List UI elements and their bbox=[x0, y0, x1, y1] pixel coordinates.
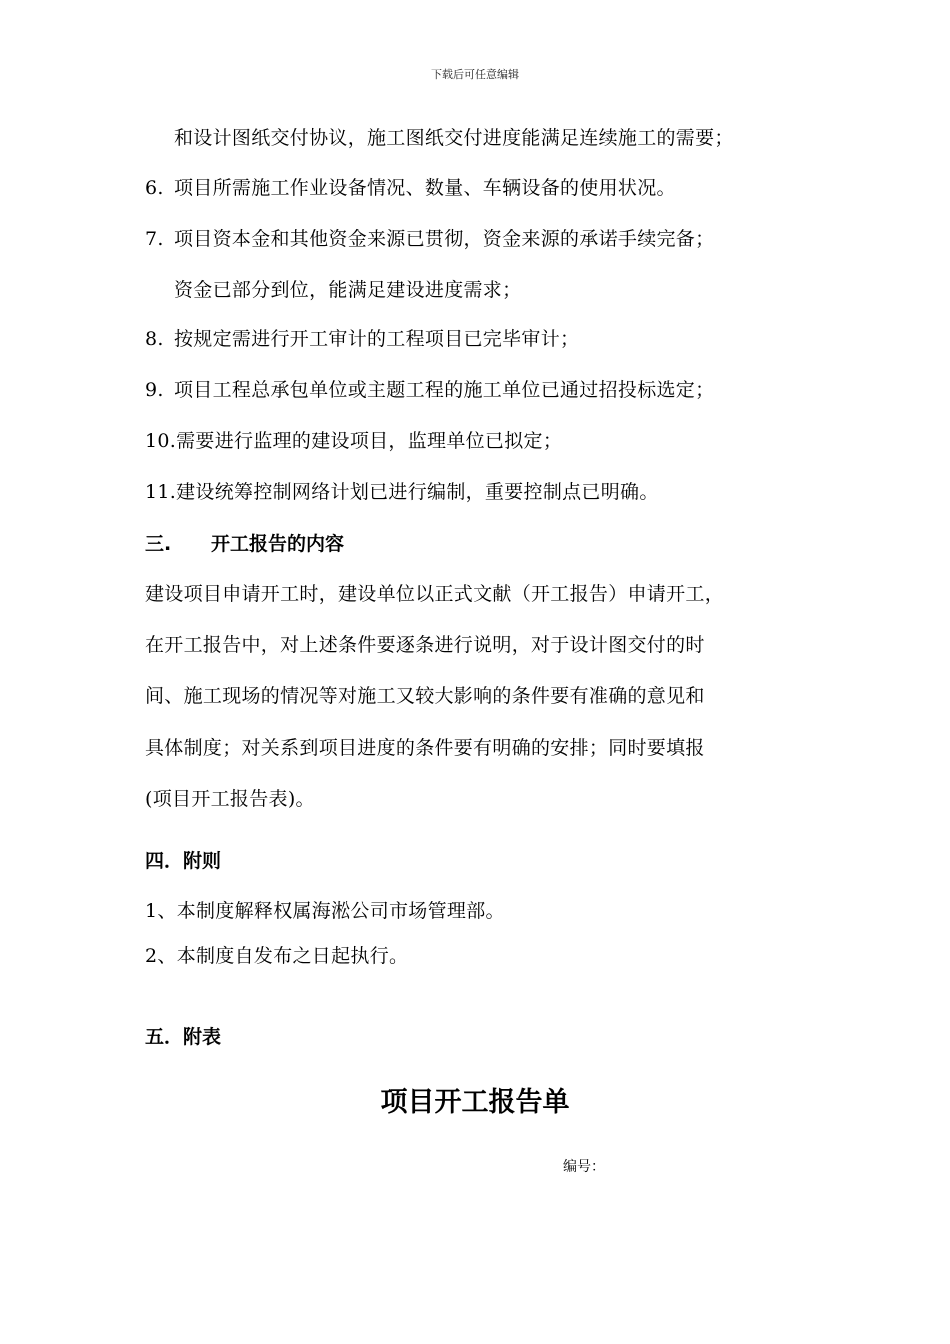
list-item-number: 6. bbox=[145, 177, 164, 199]
paragraph-line: 建设项目申请开工时，建设单位以正式文献（开工报告）申请开工， bbox=[145, 583, 725, 605]
paragraph-line: 具体制度；对关系到项目进度的条件要有明确的安排；同时要填报 bbox=[145, 737, 705, 759]
paragraph-line: 在开工报告中，对上述条件要逐条进行说明，对于设计图交付的时 bbox=[145, 634, 705, 656]
section-title: 开工报告的内容 bbox=[211, 533, 345, 555]
list-item-text: 项目工程总承包单位或主题工程的施工单位已通过招投标选定； bbox=[174, 379, 715, 401]
list-item-number: 11. bbox=[145, 481, 177, 503]
page-header: 下载后可任意编辑 bbox=[431, 68, 519, 81]
paragraph-line: 间、施工现场的情况等对施工又较大影响的条件要有准确的意见和 bbox=[145, 685, 705, 707]
list-item: 1、本制度解释权属海淞公司市场管理部。 bbox=[145, 900, 505, 922]
list-item-9 bbox=[145, 378, 714, 402]
list-item-6 bbox=[145, 176, 676, 200]
list-item-8 bbox=[145, 327, 579, 351]
section-heading-4: 四．附则 bbox=[145, 850, 222, 872]
list-item-10 bbox=[145, 429, 562, 453]
section-heading-5: 五．附表 bbox=[145, 1026, 222, 1048]
section-number: 三. bbox=[145, 533, 172, 555]
form-title: 项目开工报告单 bbox=[380, 1087, 570, 1118]
paragraph-line: (项目开工报告表)。 bbox=[145, 788, 315, 810]
list-item-text: 按规定需进行开工审计的工程项目已完毕审计； bbox=[174, 328, 580, 350]
list-item-number: 10. bbox=[145, 430, 177, 452]
list-item-number: 8. bbox=[145, 328, 164, 350]
list-item-7-continuation: 资金已部分到位，能满足建设进度需求； bbox=[174, 279, 522, 301]
list-item-number: 7. bbox=[145, 228, 164, 250]
list-item-text: 项目资本金和其他资金来源已贯彻，资金来源的承诺手续完备； bbox=[174, 228, 715, 250]
list-item-7 bbox=[145, 227, 714, 251]
list-item-text: 建设统筹控制网络计划已进行编制，重要控制点已明确。 bbox=[176, 481, 659, 503]
list-item-11 bbox=[145, 480, 659, 504]
list-item-continuation: 和设计图纸交付协议，施工图纸交付进度能满足连续施工的需要； bbox=[174, 127, 734, 149]
section-heading-3 bbox=[145, 532, 344, 556]
list-item-text: 需要进行监理的建设项目，监理单位已拟定； bbox=[176, 430, 563, 452]
list-item: 2、本制度自发布之日起执行。 bbox=[145, 945, 409, 967]
list-item-text: 项目所需施工作业设备情况、数量、车辆设备的使用状况。 bbox=[174, 177, 676, 199]
form-number-label: 编号： bbox=[563, 1159, 605, 1175]
list-item-number: 9. bbox=[145, 379, 164, 401]
